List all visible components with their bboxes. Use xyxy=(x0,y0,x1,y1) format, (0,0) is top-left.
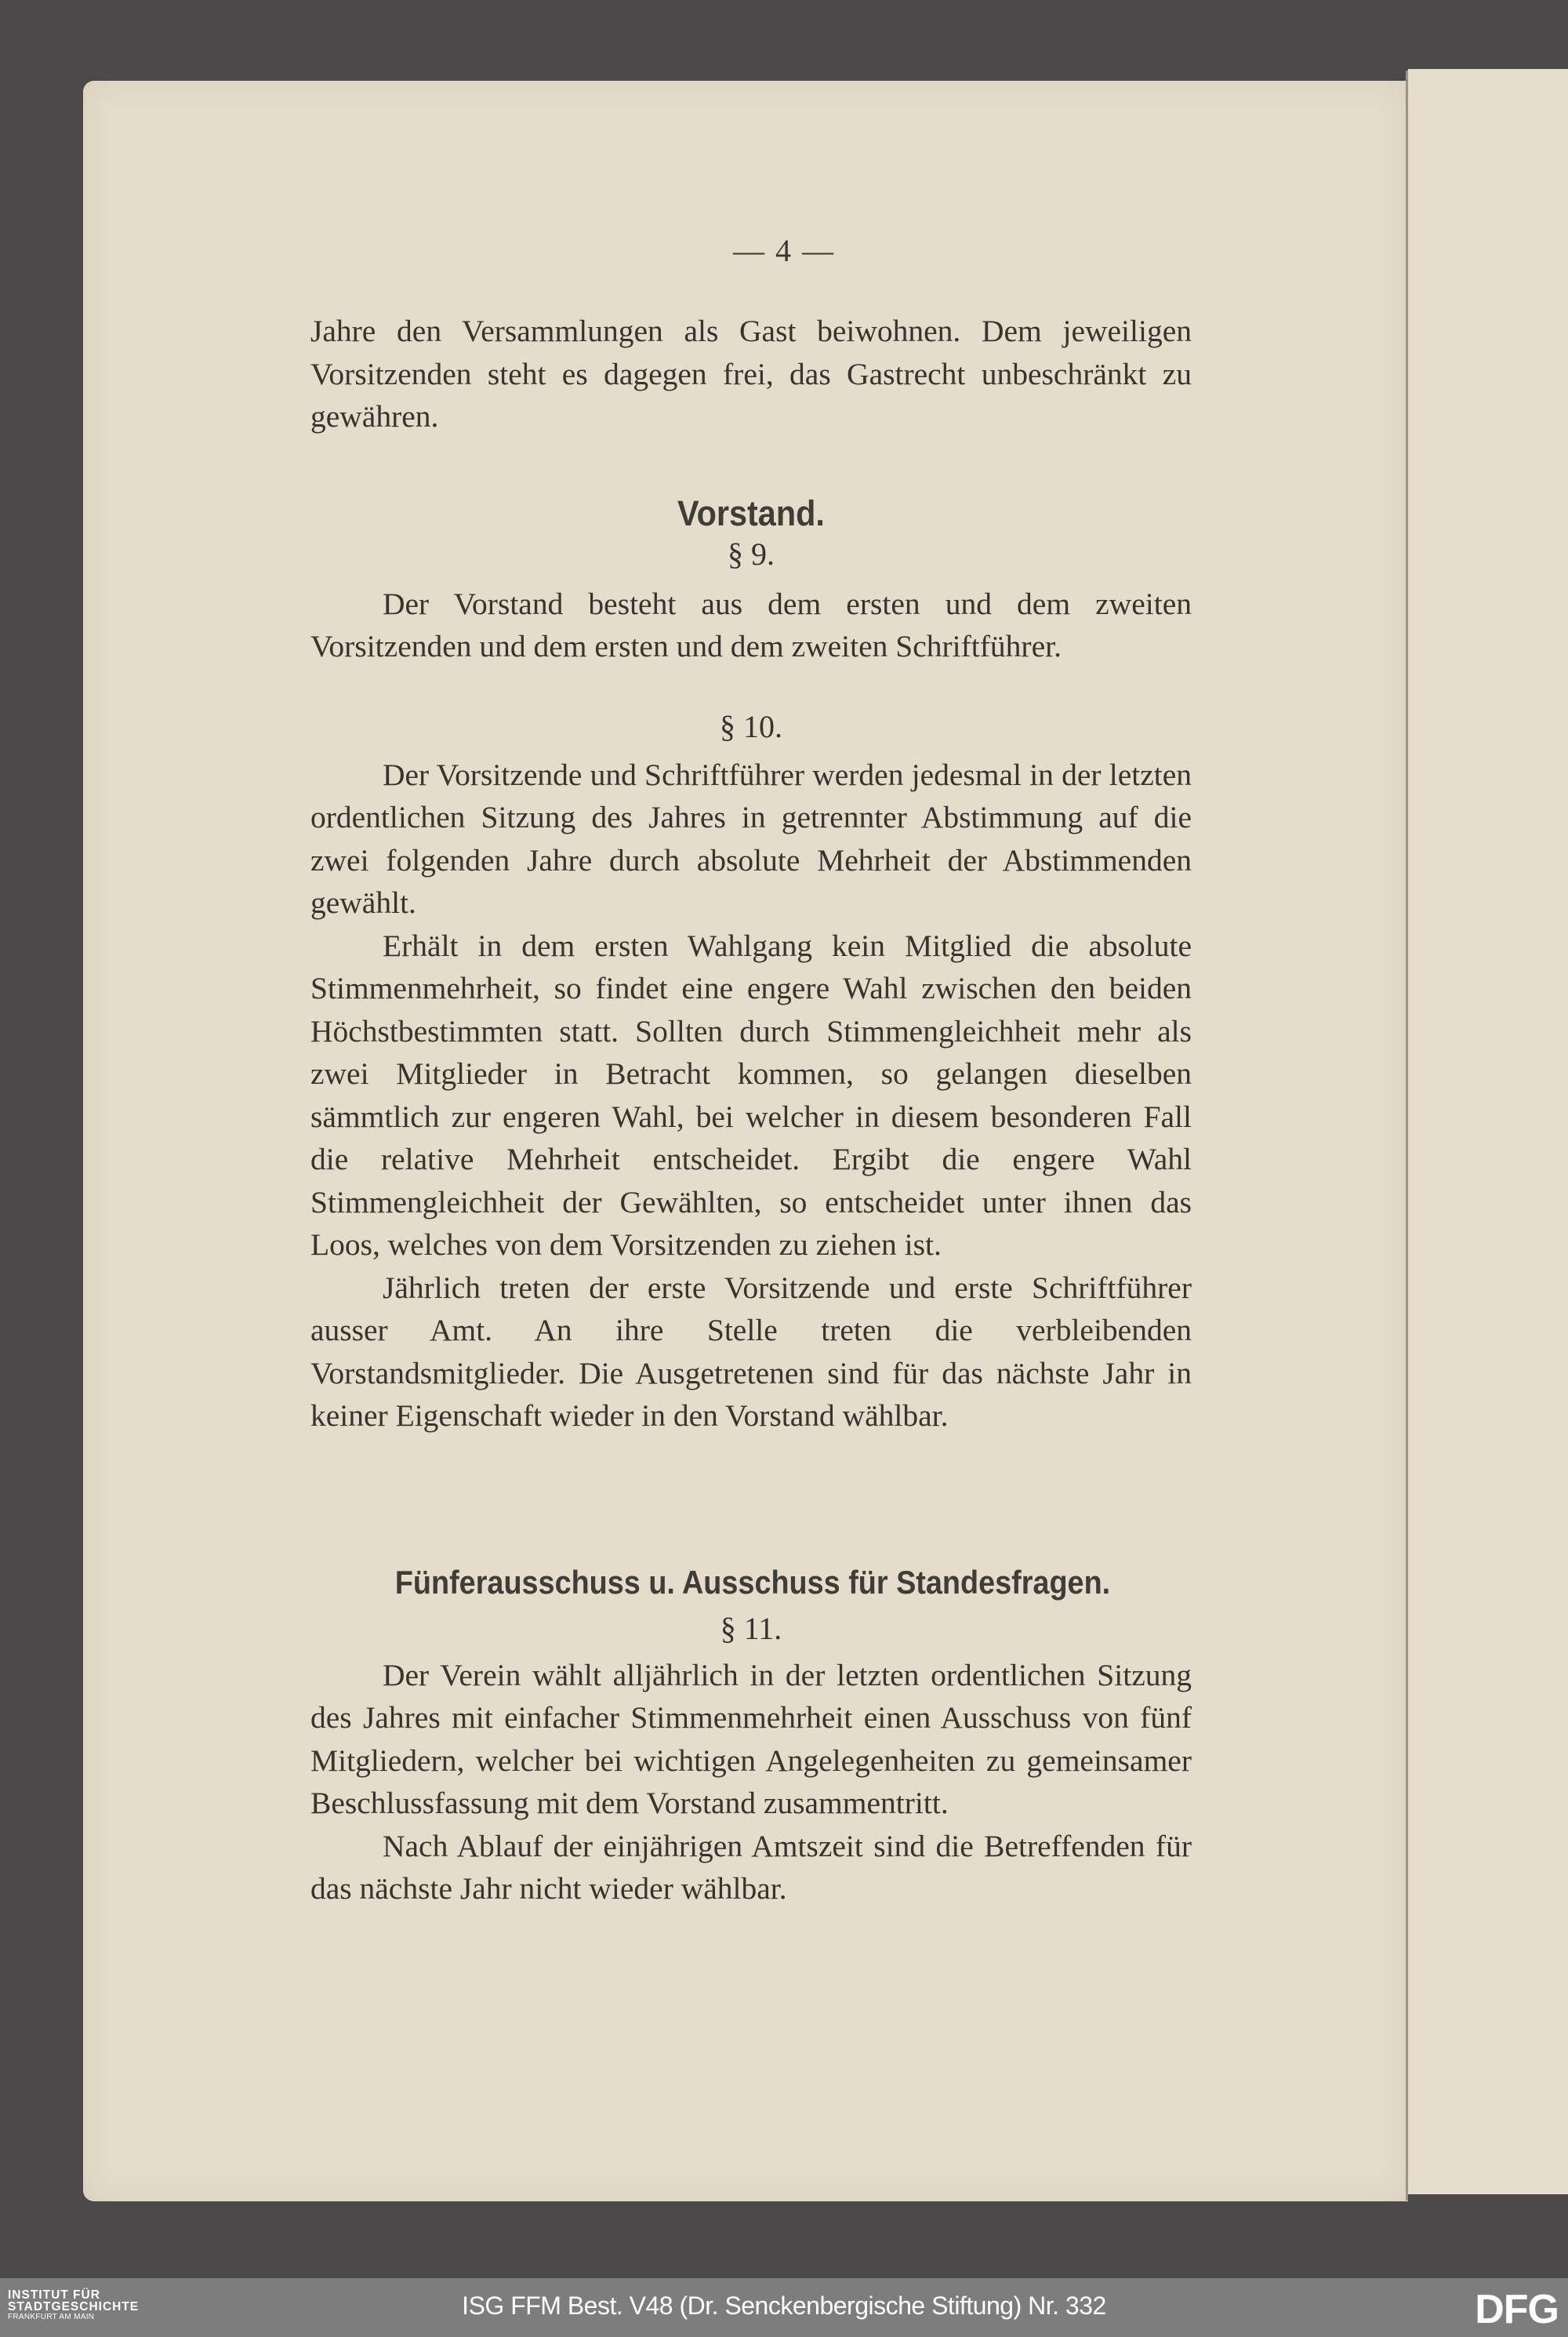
paragraph-10 xyxy=(310,706,1192,1437)
section-number: § 10. xyxy=(720,709,782,744)
paragraph-text: Der Vorsitzende und Schriftführer werden jedesmal in der letzten ordentlichen Sitzung des Jahres in getrennter Abstimmung auf die zwei folgenden Jahre durch absolute Mehrheit der Abstimmenden gewählt. xyxy=(310,757,1192,920)
paragraph-11 xyxy=(310,1608,1192,1910)
institution-line-3: FRANKFURT AM MAIN xyxy=(8,2313,95,2321)
archive-signature: ISG FFM Best. V48 (Dr. Senckenbergische Stiftung) Nr. 332 xyxy=(462,2292,1106,2320)
text-block-opening xyxy=(310,310,1192,438)
section-fuenferausschuss xyxy=(306,1561,1200,1605)
paragraph-text: Nach Ablauf der einjährigen Amtszeit sind die Betreffenden für das nächste Jahr nicht wieder wählbar. xyxy=(310,1828,1192,1906)
section-number: § 11. xyxy=(720,1611,782,1646)
paragraph-9 xyxy=(310,533,1192,668)
paragraph-opening: Jahre den Versammlungen als Gast beiwohnen. Dem jeweiligen Vorsitzenden steht es dagegen frei, das Gastrecht unbeschränkt zu gewähren. xyxy=(310,314,1192,434)
institution-line-2: STADTGESCHICHTE xyxy=(8,2300,140,2313)
footer-bar xyxy=(0,2278,1568,2337)
facing-page-edge xyxy=(1408,69,1568,2194)
section-number: § 9. xyxy=(728,536,775,572)
paragraph-text: Jährlich treten der erste Vorsitzende und erste Schriftführer ausser Amt. An ihre Stelle treten die verbleibenden Vorstandsmitglieder. Die Ausgetretenen sind für das nächste Jahr in keiner Eigenschaft wieder in den Vorstand wählbar. xyxy=(310,1270,1192,1433)
paragraph-text: Erhält in dem ersten Wahlgang kein Mitglied die absolute Stimmenmehrheit, so findet eine engere Wahl zwischen den beiden Höchstbestimmten statt. Sollten durch Stimmengleichheit mehr als zwei Mitglieder in Betracht kommen, so gelangen dieselben sämmtlich zur engeren Wahl, bei welcher in diesem besonderen Fall die relative Mehrheit entscheidet. Ergibt die engere Wahl Stimmengleichheit der Gewählten, so entscheidet unter ihnen das Loos, welches von dem Vorsitzenden zu ziehen ist. xyxy=(310,928,1192,1262)
section-heading: Vorstand. xyxy=(677,493,825,533)
section-heading: Fünferausschuss u. Ausschuss für Standesfragen. xyxy=(394,1564,1111,1601)
institution-line-1: INSTITUT FÜR xyxy=(8,2288,100,2302)
paragraph-text: Der Verein wählt alljährlich in der letzten ordentlichen Sitzung des Jahres mit einfacher Stimmenmehrheit einen Ausschuss von fünf Mitgliedern, welcher bei wichtigen Angelegenheiten zu gemeinsamer Beschlussfassung mit dem Vorstand zusammentritt. xyxy=(310,1657,1192,1820)
dfg-logo-icon: DFG xyxy=(1475,2287,1559,2332)
paragraph-text: Der Vorstand besteht aus dem ersten und dem zweiten Vorsitzenden und dem ersten und dem zweiten Schriftführer. xyxy=(310,586,1192,663)
section-vorstand xyxy=(310,492,1192,535)
page-number: — 4 — xyxy=(733,233,835,268)
